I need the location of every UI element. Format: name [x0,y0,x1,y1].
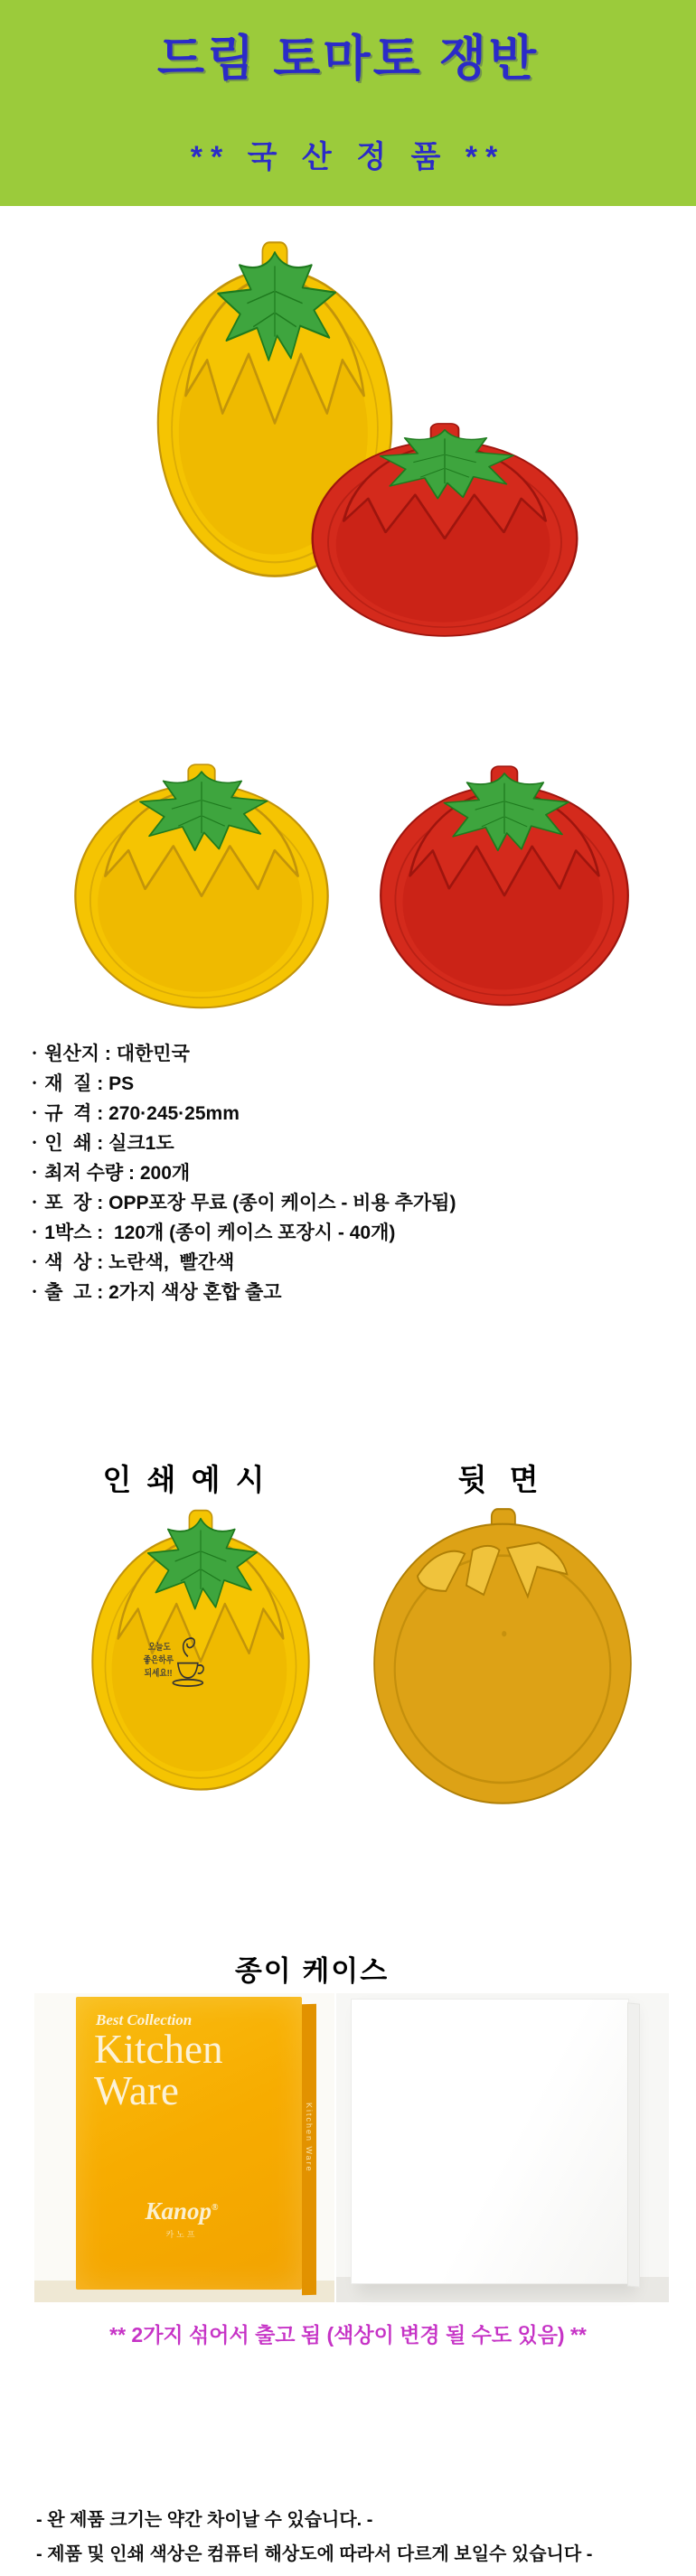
bullet-icon: • [33,1254,37,1268]
printed-text-line3: 되세요!! [144,1668,173,1679]
spec-size: 규 격 : 270·245·25mm [44,1102,240,1124]
print-example-tray-photo [87,1507,315,1794]
product-subtitle: ** 국 산 정 품 ** [190,140,506,174]
paper-case-white-photo [336,1993,669,2302]
printed-text-line1: 오늘도 [147,1642,171,1653]
tomato-tray-red-photo-2 [374,763,635,1009]
section-title-back-side: 뒷 면 [457,1463,546,1496]
bullet-icon: • [33,1045,37,1059]
section-title-print-example: 인 쇄 예 시 [102,1463,268,1496]
bullet-icon: • [33,1284,37,1297]
spec-row [33,1127,665,1157]
registered-mark-icon: ® [212,2203,219,2213]
bullet-icon: • [33,1075,37,1089]
bullet-icon: • [33,1165,37,1178]
spec-packaging: 포 장 : OPP포장 무료 (종이 케이스 - 비용 추가됨) [44,1192,456,1213]
spec-row [33,1276,665,1306]
product-title: 드림 토마토 쟁반 [156,32,540,86]
box-brand-name: Kanop [145,2197,212,2225]
bullet-icon: • [33,1105,37,1119]
spec-printing: 인 쇄 : 실크1도 [44,1132,174,1154]
spec-row [33,1246,665,1276]
tomato-tray-red-photo-1 [306,421,584,640]
spec-row [33,1097,665,1127]
spec-colors: 색 상 : 노란색, 빨간색 [44,1251,235,1273]
box-title-line2: Ware [94,2068,179,2113]
box-brand-logo [76,2197,287,2225]
spec-origin: 원산지 : 대한민국 [44,1043,190,1064]
tomato-tray-yellow-photo-2 [69,762,334,1012]
white-box-edge [627,2002,640,2287]
spec-row [33,1157,665,1186]
paper-case-yellow-photo [34,1993,334,2302]
spec-row [33,1216,665,1246]
spec-box-qty: 1박스 : 120개 (종이 케이스 포장시 - 40개) [44,1222,396,1243]
section-title-paper-case: 종이 케이스 [234,1955,390,1987]
mixed-shipping-note: ** 2가지 섞어서 출고 됨 (색상이 변경 될 수도 있음) ** [109,2323,587,2347]
spec-list [33,1037,665,1306]
box-spine [302,2004,316,2296]
box-tagline: Best Collection [96,2011,193,2028]
white-box [351,1999,629,2284]
bullet-icon: • [33,1224,37,1238]
bullet-icon: • [33,1135,37,1148]
box-brand-sub: 카노프 [165,2230,198,2239]
spec-row [33,1037,665,1067]
back-side-tray-photo [369,1503,636,1811]
spec-row [33,1186,665,1216]
bullet-icon: • [33,1194,37,1208]
kitchen-ware-box [76,1997,316,2295]
spec-shipping: 출 고 : 2가지 색상 혼합 출고 [44,1281,282,1303]
footer-note-size: - 완 제품 크기는 약간 차이날 수 있습니다. - [36,2510,373,2530]
header-banner [0,0,696,206]
footer-note-color: - 제품 및 인쇄 색상은 컴퓨터 해상도에 따라서 다르게 보일수 있습니다 - [36,2544,593,2564]
spec-row [33,1067,665,1097]
spec-min-qty: 최저 수량 : 200개 [44,1162,191,1184]
spec-material: 재 질 : PS [44,1073,135,1094]
box-spine-text: Kitchen Ware [305,2103,314,2174]
box-title-line1: Kitchen [94,2027,223,2072]
printed-text-line2: 좋은하루 [143,1655,174,1665]
box-front-face [76,1997,302,2290]
